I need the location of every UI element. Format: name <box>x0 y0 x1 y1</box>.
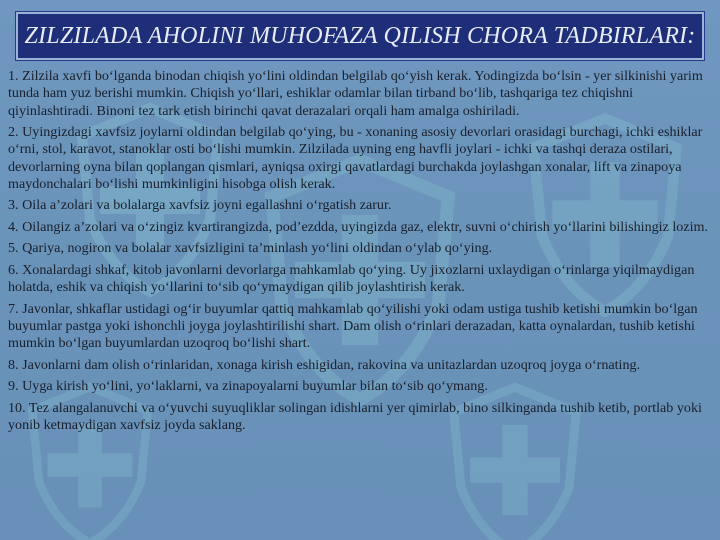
slide-body <box>8 68 714 439</box>
list-item: 4. Oilangiz a’zolari va o‘zingiz kvartirangizda, pod’ezdda, uyingizda gaz, elektr, suvni o‘chirish yo‘llarini bilishingiz lozim. <box>8 218 708 235</box>
slide-title: ZILZILADA AHOLINI MUHOFAZA QILISH CHORA TADBIRLARI: <box>24 22 696 49</box>
list-item: 3. Oila a’zolari va bolalarga xavfsiz joyni egallashni o‘rgatish zarur. <box>8 197 392 214</box>
list-item: 10. Tez alangalanuvchi va o‘yuvchi suyuqliklar solingan idishlarni yer qimirlab, bino silkinganda tushib ketib, portlab yoki yonib ketmaydigan xavfsiz joyda saklang. <box>8 399 702 434</box>
list-item: 7. Javonlar, shkaflar ustidagi og‘ir buyumlar qattiq mahkamlab qo‘yilishi yoki odam ustiga tushib ketishi mumkin bo‘lgan buyumlar pastga yoki ishonchli joyga joylashtirilishi shart. Dam olish o‘rinlari derazadan, katta oynalardan, tushib ketishi mumkin bo‘lgan buyumlardan uzoqroq bo‘lishi shart. <box>8 300 698 352</box>
list-item: 6. Xonalardagi shkaf, kitob javonlarni devorlarga mahkamlab qo‘ying. Uy jixozlarni uxlaydigan o‘rinlarga yiqilmaydigan holatda, eshik va chiqish yo‘llarini to‘sib qo‘ymaydigan qilib joylashtirish kerak. <box>8 261 695 296</box>
list-item: 8. Javonlarni dam olish o‘rinlaridan, xonaga kirish eshigidan, rakovina va unitazlardan uzoqroq joyga o‘rnating. <box>8 356 641 373</box>
list-item: 2. Uyingizdagi xavfsiz joylarni oldindan belgilab qo‘ying, bu - xonaning asosiy devorlari orasidagi burchagi, ichki eshiklar o‘rni, stol, karavot, stanoklar osti bo‘lishi mumkin. Zilzilada uyning eng havfli joylari - ichki va tashqi deraza ostilari, devorlarning oyna bilan qoplangan qismlari, ayniqsa oxirgi qavatlardagi burchakda joylashgan xonalar, lift va zinapoya maydonchalari bo‘lishi mumkinligini hisobga olish kerak. <box>8 124 703 192</box>
list-item: 9. Uyga kirish yo‘lini, yo‘laklarni, va zinapoyalarni buyumlar bilan to‘sib qo‘ymang. <box>8 378 488 395</box>
title-bar <box>16 12 704 60</box>
list-item: 5. Qariya, nogiron va bolalar xavfsizligini ta’minlash yo‘lini oldindan o‘ylab qo‘ying. <box>8 240 493 257</box>
list-item: 1. Zilzila xavfi bo‘lganda binodan chiqish yo‘lini oldindan belgilab qo‘yish kerak. Yodingizda bo‘lsin - yer silkinishi yarim tunda ham yuz berishi mumkin. Chiqish yo‘llari, eshiklar odamlar bilan tirband bo‘lib, tashqariga tez chiqishni qiyinlashtiradi. Binoni tez tark etish birinchi qavat derazalari orqali ham amalga oshiriladi. <box>8 68 703 119</box>
